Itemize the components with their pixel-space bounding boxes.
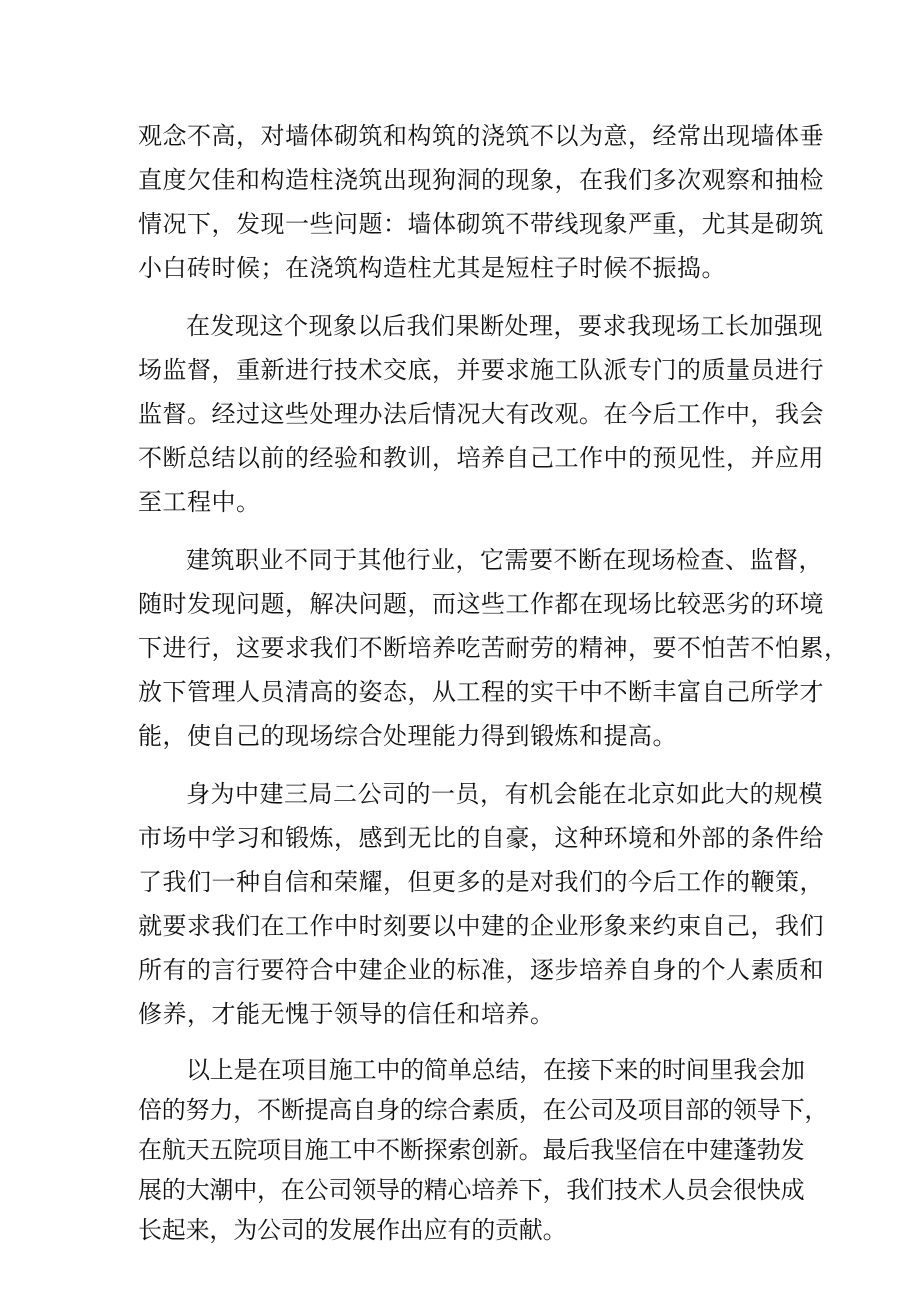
paragraph-line: 市场中学习和锻炼，感到无比的自豪，这种环境和外部的条件给 — [138, 824, 824, 852]
paragraph-line: 不断总结以前的经验和教训，培养自己工作中的预见性，并应用 — [138, 444, 824, 472]
paragraph-line: 身为中建三局二公司的一员，有机会能在北京如此大的规模 — [186, 780, 823, 808]
paragraph-line: 下进行，这要求我们不断培养吃苦耐劳的精神，要不怕苦不怕累， — [138, 634, 849, 662]
paragraph-line: 建筑职业不同于其他行业，它需要不断在现场检查、监督， — [186, 546, 823, 574]
paragraph-line: 能，使自己的现场综合处理能力得到锻炼和提高。 — [138, 722, 677, 750]
paragraph-2 — [138, 304, 824, 524]
paragraph-line: 观念不高，对墙体砌筑和构筑的浇筑不以为意，经常出现墙体垂 — [138, 122, 824, 150]
paragraph-line: 以上是在项目施工中的简单总结，在接下来的时间里我会加 — [186, 1056, 805, 1084]
paragraph-line: 小白砖时候；在浇筑构造柱尤其是短柱子时候不振捣。 — [138, 254, 726, 282]
paragraph-line: 放下管理人员清高的姿态，从工程的实干中不断丰富自己所学才 — [138, 678, 824, 706]
paragraph-line: 所有的言行要符合中建企业的标准，逐步培养自身的个人素质和 — [138, 956, 824, 984]
paragraph-line: 随时发现问题，解决问题，而这些工作都在现场比较恶劣的环境 — [138, 590, 824, 618]
paragraph-line: 监督。经过这些处理办法后情况大有改观。在今后工作中，我会 — [138, 400, 824, 428]
paragraph-line: 在航天五院项目施工中不断探索创新。最后我坚信在中建蓬勃发 — [138, 1136, 805, 1164]
paragraph-line: 至工程中。 — [138, 488, 261, 516]
paragraph-1 — [138, 114, 824, 290]
paragraph-line: 展的大潮中，在公司领导的精心培养下，我们技术人员会很快成 — [138, 1176, 805, 1204]
paragraph-line: 在发现这个现象以后我们果断处理，要求我现场工长加强现 — [186, 312, 823, 340]
paragraph-line: 了我们一种自信和荣耀，但更多的是对我们的今后工作的鞭策， — [138, 868, 824, 896]
paragraph-4 — [138, 772, 824, 1036]
document-body — [138, 114, 849, 1264]
paragraph-3 — [138, 538, 849, 758]
paragraph-line: 场监督，重新进行技术交底，并要求施工队派专门的质量员进行 — [138, 356, 824, 384]
paragraph-5 — [138, 1050, 829, 1250]
paragraph-line: 情况下，发现一些问题：墙体砌筑不带线现象严重，尤其是砌筑 — [138, 210, 824, 238]
paragraph-line: 长起来，为公司的发展作出应有的贡献。 — [138, 1216, 567, 1244]
paragraph-line: 倍的努力，不断提高自身的综合素质，在公司及项目部的领导下， — [138, 1096, 829, 1124]
paragraph-line: 直度欠佳和构造柱浇筑出现狗洞的现象，在我们多次观察和抽检 — [138, 166, 824, 194]
paragraph-line: 修养，才能无愧于领导的信任和培养。 — [138, 1000, 555, 1028]
paragraph-line: 就要求我们在工作中时刻要以中建的企业形象来约束自己，我们 — [138, 912, 824, 940]
